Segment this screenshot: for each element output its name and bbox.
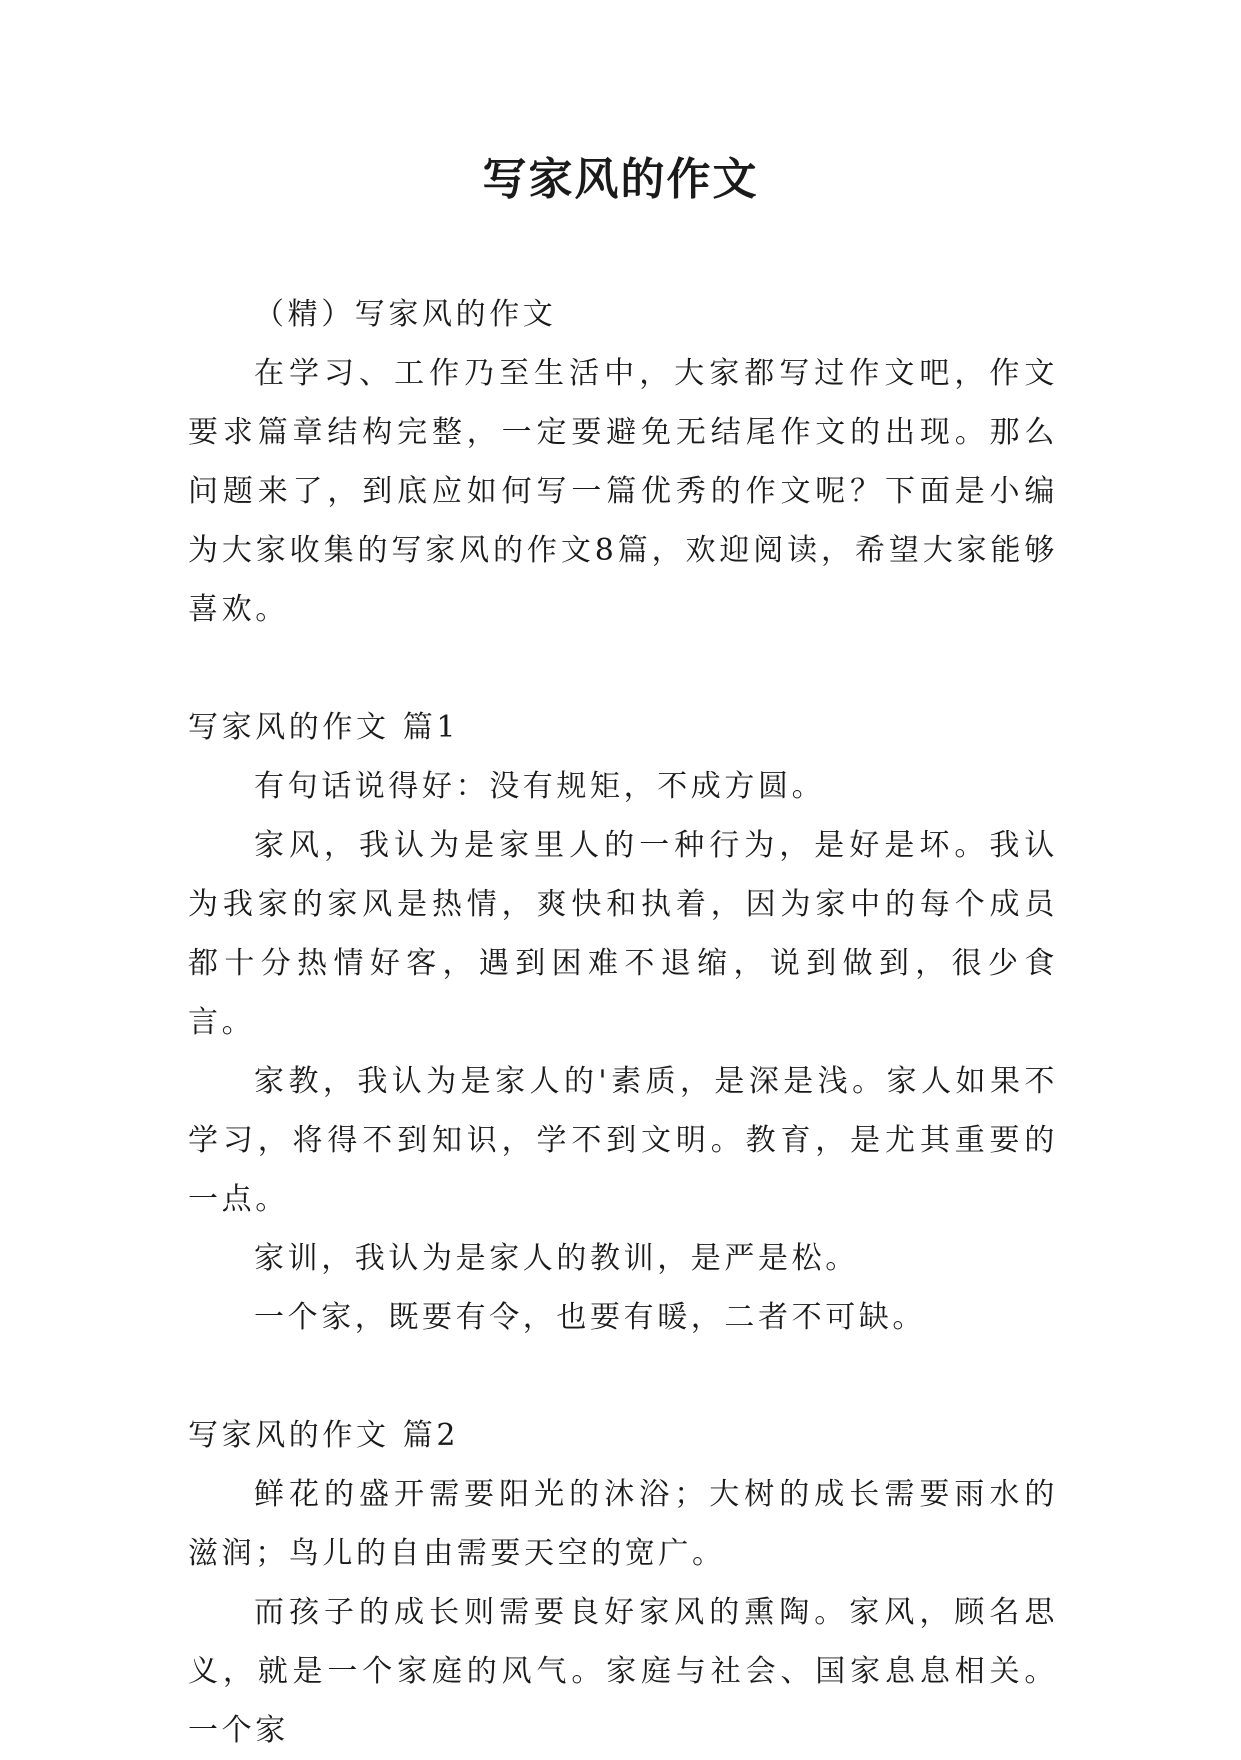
document-subtitle: （精）写家风的作文 — [254, 297, 557, 332]
section-paragraph: 有句话说得好：没有规矩，不成方圆。 — [254, 769, 826, 804]
section-paragraph: 而孩子的成长则需要良好家风的熏陶。家风，顾名思义，就是一个家庭的风气。家庭与社会、国家息息相关。一个家 — [188, 1595, 1058, 1748]
section-heading: 写家风的作文 篇1 — [188, 710, 460, 745]
section-1 — [188, 698, 1058, 1347]
section-paragraph: 鲜花的盛开需要阳光的沐浴；大树的成长需要雨水的滋润；鸟儿的自由需要天空的宽广。 — [188, 1477, 1058, 1571]
section-paragraph: 家风，我认为是家里人的一种行为，是好是坏。我认为我家的家风是热情，爽快和执着，因为家中的每个成员都十分热情好客，遇到困难不退缩，说到做到，很少食言。 — [188, 828, 1058, 1040]
section-paragraph: 一个家，既要有令，也要有暖，二者不可缺。 — [254, 1300, 926, 1335]
section-paragraph: 家训，我认为是家人的教训，是严是松。 — [254, 1241, 859, 1276]
intro-paragraph: 在学习、工作乃至生活中，大家都写过作文吧，作文要求篇章结构完整，一定要避免无结尾作文的出现。那么问题来了，到底应如何写一篇优秀的作文呢？下面是小编为大家收集的写家风的作文8篇，欢迎阅读，希望大家能够喜欢。 — [188, 356, 1058, 627]
section-paragraph: 家教，我认为是家人的'素质，是深是浅。家人如果不学习，将得不到知识，学不到文明。教育，是尤其重要的一点。 — [188, 1064, 1058, 1217]
document-body — [188, 285, 1058, 1760]
section-2 — [188, 1406, 1058, 1760]
section-heading: 写家风的作文 篇2 — [188, 1418, 460, 1453]
document-title: 写家风的作文 — [482, 154, 759, 205]
